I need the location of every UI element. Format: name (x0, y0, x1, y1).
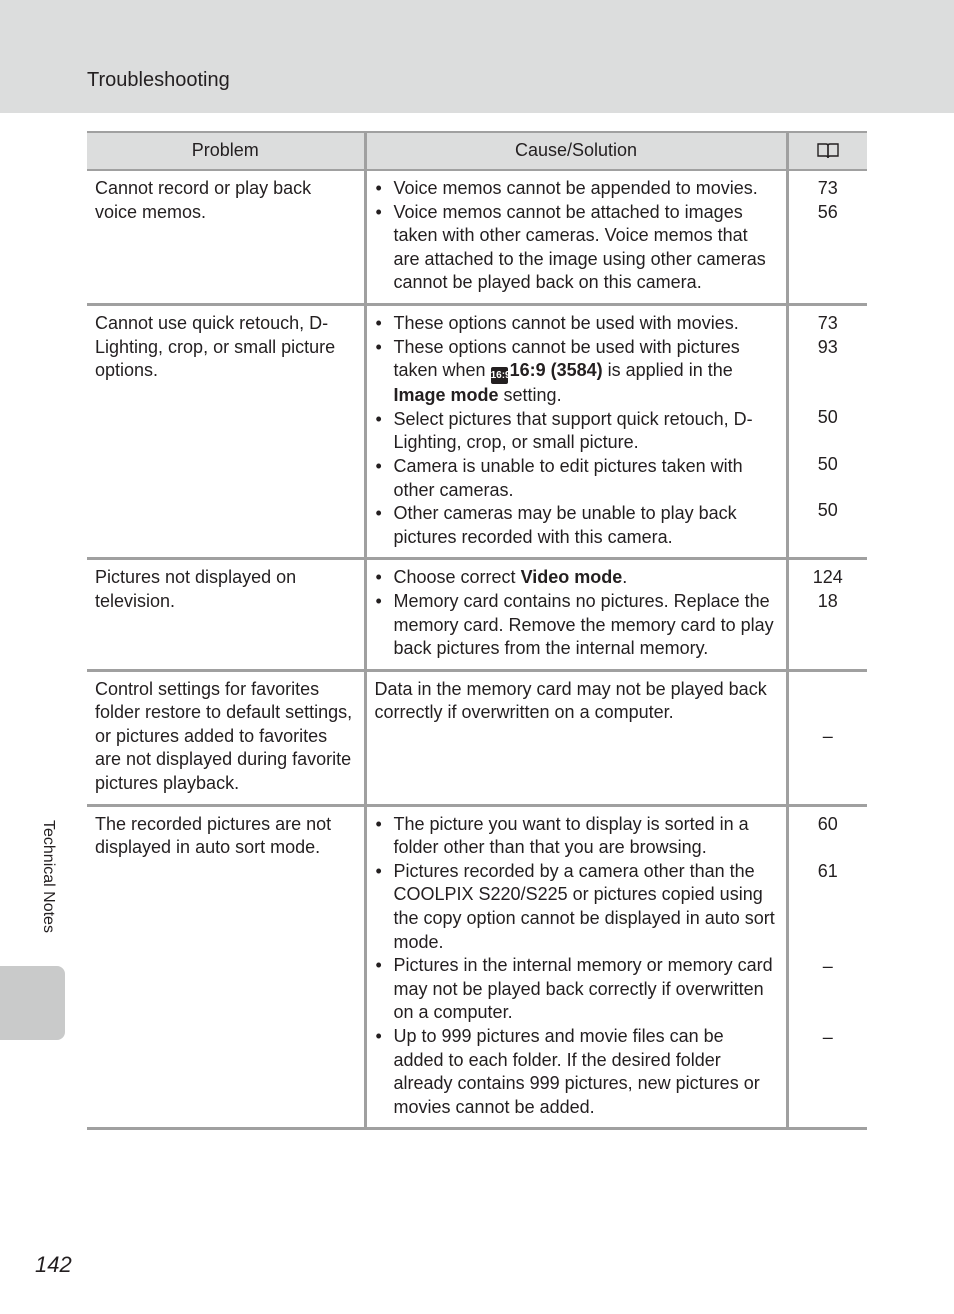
solution-cell (365, 170, 787, 304)
header-problem: Problem (87, 132, 365, 170)
solution-bullet: • These options cannot be used with movies. (375, 312, 778, 336)
solution-bullet (375, 336, 778, 408)
problem-cell: Pictures not displayed on television. (87, 559, 365, 670)
bullet-text: Choose correct (393, 567, 521, 588)
page-ref: 73 (817, 178, 838, 198)
solution-bullet: • The picture you want to display is sorted in a folder other than that you are browsing. (375, 813, 778, 860)
solution-bullet: • Pictures recorded by a camera other than the COOLPIX S220/S225 or pictures copied using the copy option cannot be displayed in auto sort mode. (375, 860, 778, 954)
reference-cell (787, 304, 867, 558)
bold-setting-name: Video mode (520, 567, 623, 588)
reference-cell (787, 805, 867, 1129)
problem-cell: Cannot use quick retouch, D-Lighting, crop, or small picture options. (87, 304, 365, 558)
problem-cell: Cannot record or play back voice memos. (87, 170, 365, 304)
table-header-row (87, 132, 867, 170)
header-band (0, 0, 954, 113)
book-reference-icon (816, 142, 840, 160)
page-ref: 18 (817, 590, 838, 611)
page-ref: – (822, 725, 833, 746)
page-ref: 124 (812, 567, 843, 588)
header-reference (787, 132, 867, 170)
bullet-text: These options cannot be used with pictures taken when (393, 336, 740, 381)
page-ref: 93 (817, 336, 838, 357)
bold-setting-value: 16:9 (3584) (509, 360, 603, 381)
solution-bullet: • Voice memos cannot be appended to movies. (375, 177, 778, 201)
page-ref: 50 (817, 500, 838, 521)
page-ref: 50 (817, 453, 838, 474)
solution-cell (365, 805, 787, 1129)
problem-cell: Control settings for favorites folder restore to default settings, or pictures added to favorites are not displayed during favorite pictures playback. (87, 670, 365, 805)
reference-cell (787, 670, 867, 805)
page-ref: 61 (817, 861, 838, 882)
solution-cell (365, 304, 787, 558)
table-row (87, 304, 867, 558)
bold-setting-name: Image mode (393, 385, 499, 406)
bullet-text: . (622, 567, 628, 588)
page-ref: – (822, 1027, 833, 1048)
bullet-text: is applied in the (602, 360, 733, 381)
side-tab (0, 966, 65, 1040)
problem-cell: The recorded pictures are not displayed in auto sort mode. (87, 805, 365, 1129)
solution-bullet: • Voice memos cannot be attached to images taken with other cameras. Voice memos that are attached to the image using other cameras cannot be played back on this camera. (375, 201, 778, 295)
page-ref: 60 (817, 813, 838, 834)
page-ref: – (822, 955, 833, 976)
table-row (87, 670, 867, 805)
reference-cell (787, 559, 867, 670)
image-mode-16-9-icon: 16:9 (491, 367, 508, 384)
page-ref: 50 (817, 407, 838, 428)
page-ref: 56 (817, 201, 838, 222)
solution-bullet: • Select pictures that support quick retouch, D-Lighting, crop, or small picture. (375, 408, 778, 455)
solution-bullet: • Camera is unable to edit pictures taken with other cameras. (375, 455, 778, 502)
reference-cell (787, 170, 867, 304)
bullet-text: setting. (498, 385, 562, 406)
page-number: 142 (35, 1252, 72, 1277)
side-tab-label: Technical Notes (40, 820, 57, 933)
solution-bullet: • Other cameras may be unable to play back pictures recorded with this camera. (375, 502, 778, 549)
section-title: Troubleshooting (87, 69, 230, 91)
solution-bullet: • Pictures in the internal memory or memory card may not be played back correctly if overwritten on a computer. (375, 954, 778, 1025)
table-row (87, 559, 867, 670)
solution-bullet (375, 566, 778, 590)
table-row (87, 170, 867, 304)
troubleshooting-table (87, 131, 867, 1130)
solution-bullet: • Memory card contains no pictures. Replace the memory card. Remove the memory card to play back pictures from the internal memory. (375, 590, 778, 661)
solution-cell (365, 559, 787, 670)
table-row (87, 805, 867, 1129)
solution-bullet: • Up to 999 pictures and movie files can be added to each folder. If the desired folder already contains 999 pictures, new pictures or movies cannot be added. (375, 1025, 778, 1119)
page-ref: 73 (817, 312, 838, 333)
solution-cell: Data in the memory card may not be played back correctly if overwritten on a computer. (365, 670, 787, 805)
header-cause-solution: Cause/Solution (365, 132, 787, 170)
